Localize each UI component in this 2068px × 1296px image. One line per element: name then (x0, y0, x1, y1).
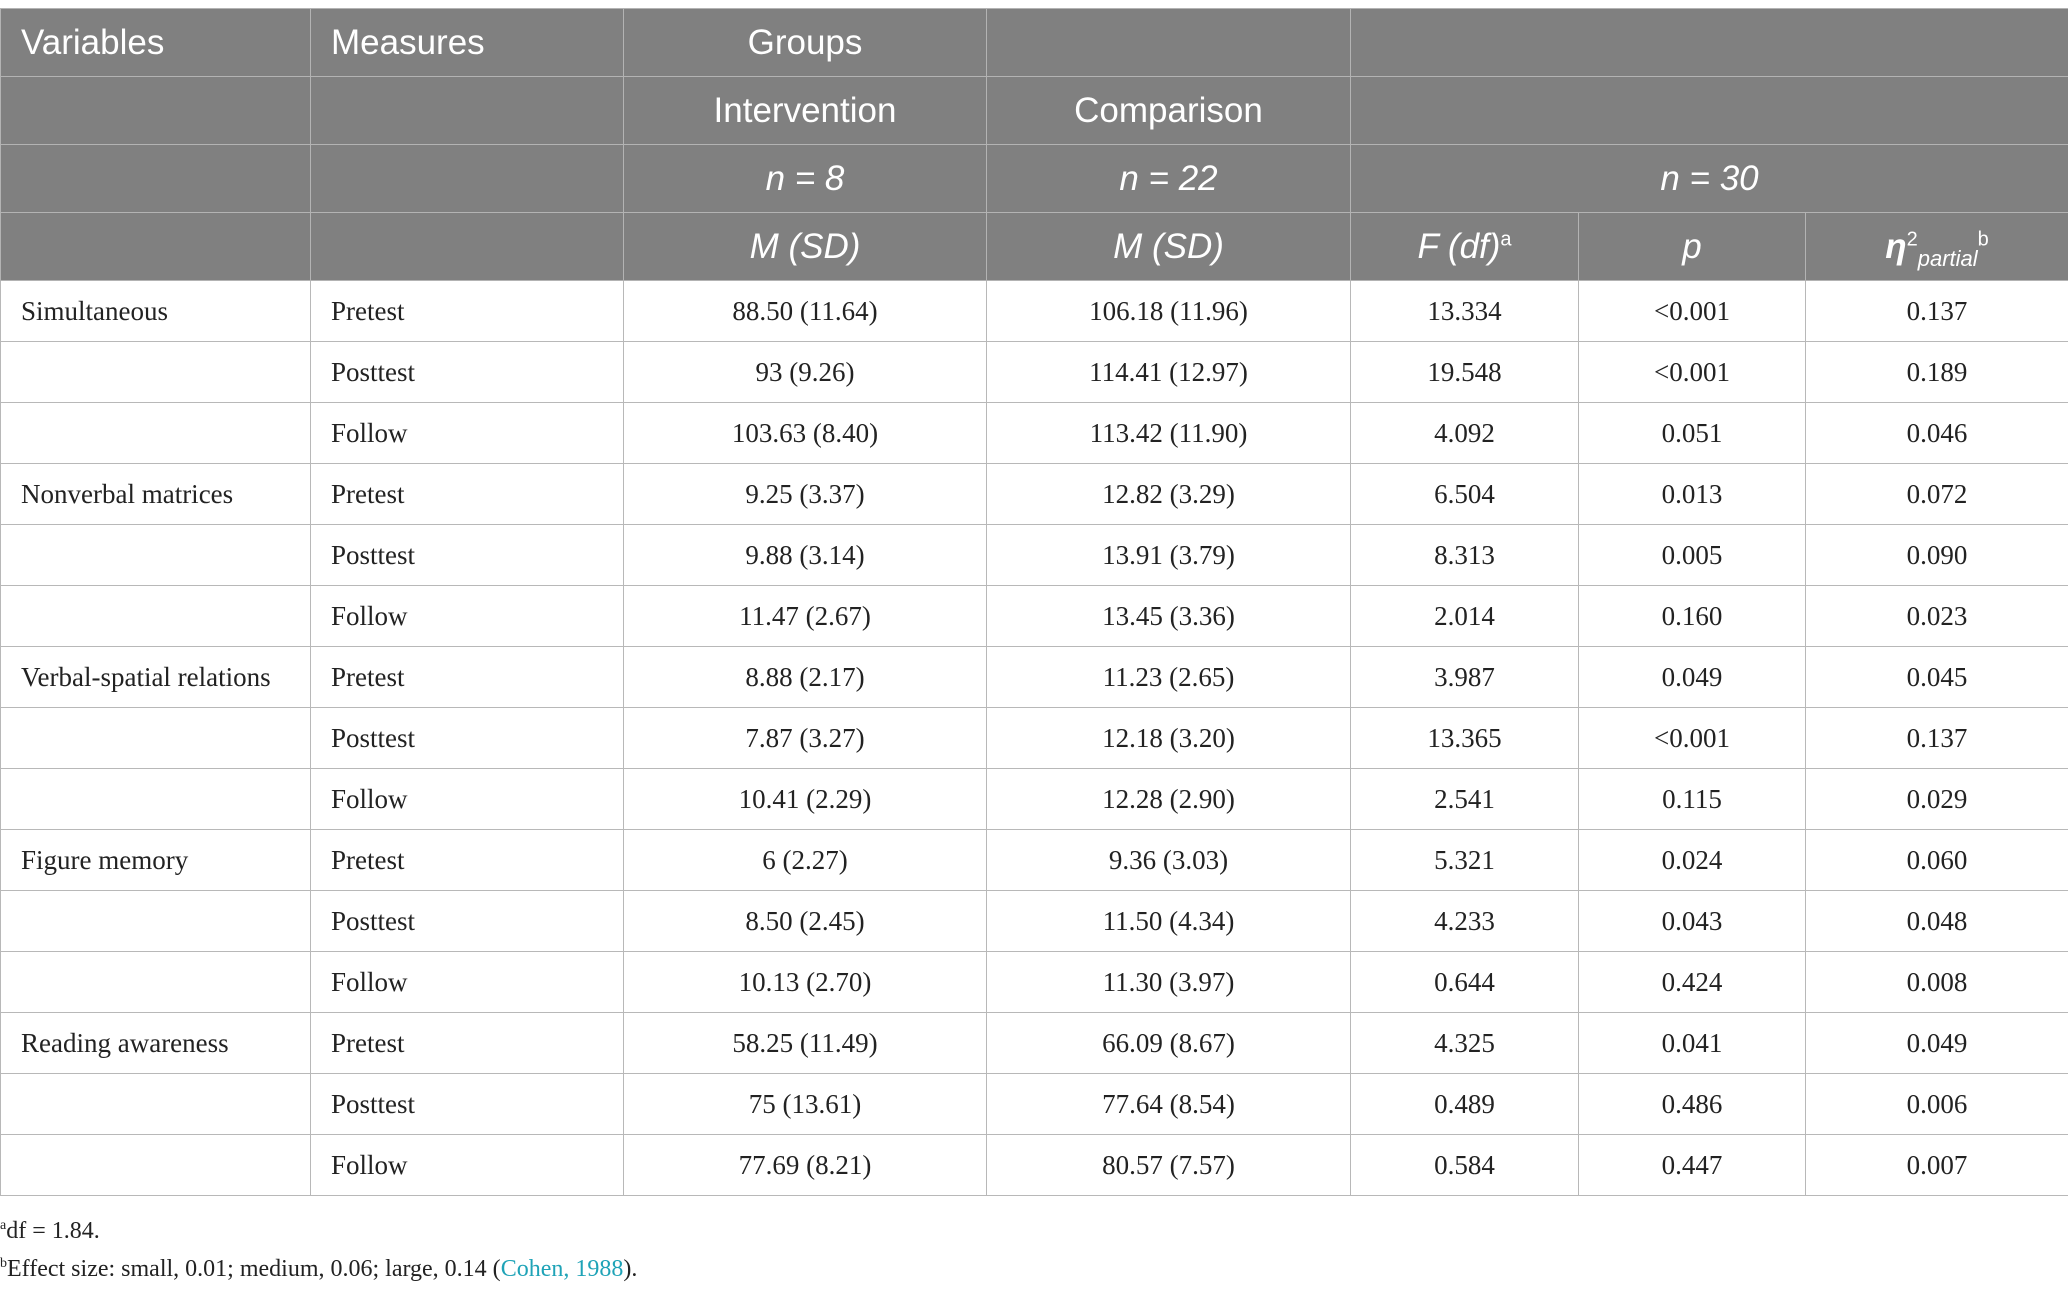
results-table (0, 8, 2068, 1196)
header-msd-comparison: M (SD) (987, 213, 1351, 281)
cell-p-value: <0.001 (1579, 342, 1806, 403)
cell-f-value: 0.644 (1351, 952, 1579, 1013)
cell-comparison-msd: 113.42 (11.90) (987, 403, 1351, 464)
cell-measure: Posttest (311, 891, 624, 952)
cell-f-value: 19.548 (1351, 342, 1579, 403)
table-row (1, 403, 2068, 464)
cell-measure: Follow (311, 586, 624, 647)
table-row (1, 525, 2068, 586)
table-row (1, 830, 2068, 891)
cell-variable (1, 891, 311, 952)
cell-eta-partial: 0.189 (1806, 342, 2068, 403)
cell-variable (1, 586, 311, 647)
cell-f-value: 0.584 (1351, 1135, 1579, 1196)
cell-p-value: 0.447 (1579, 1135, 1806, 1196)
cell-intervention-msd: 75 (13.61) (624, 1074, 987, 1135)
table-row (1, 1013, 2068, 1074)
eta-subscript: partial (1917, 245, 1978, 271)
cell-eta-partial: 0.072 (1806, 464, 2068, 525)
header-variables: Variables (1, 9, 311, 77)
eta-footnote-mark: b (1977, 227, 1989, 250)
cell-eta-partial: 0.045 (1806, 647, 2068, 708)
cell-p-value: 0.024 (1579, 830, 1806, 891)
header-comparison: Comparison (987, 77, 1351, 145)
table-body (1, 281, 2068, 1196)
cell-intervention-msd: 8.50 (2.45) (624, 891, 987, 952)
results-table-container (0, 8, 2068, 1196)
cell-variable: Simultaneous (1, 281, 311, 342)
cell-f-value: 0.489 (1351, 1074, 1579, 1135)
table-row (1, 891, 2068, 952)
table-row (1, 708, 2068, 769)
cell-eta-partial: 0.007 (1806, 1135, 2068, 1196)
cell-variable: Reading awareness (1, 1013, 311, 1074)
cell-f-value: 2.014 (1351, 586, 1579, 647)
footnote-b-mark: b (0, 1256, 7, 1271)
cell-p-value: 0.041 (1579, 1013, 1806, 1074)
header-row-1 (1, 9, 2068, 77)
cell-measure: Posttest (311, 342, 624, 403)
cell-eta-partial: 0.137 (1806, 708, 2068, 769)
header-n-intervention: n = 8 (624, 145, 987, 213)
cell-variable (1, 342, 311, 403)
cell-measure: Pretest (311, 830, 624, 891)
cell-f-value: 4.092 (1351, 403, 1579, 464)
cell-intervention-msd: 9.25 (3.37) (624, 464, 987, 525)
cell-comparison-msd: 11.23 (2.65) (987, 647, 1351, 708)
cell-f-value: 3.987 (1351, 647, 1579, 708)
cell-variable (1, 952, 311, 1013)
cell-intervention-msd: 9.88 (3.14) (624, 525, 987, 586)
header-empty-cell (1, 77, 311, 145)
cell-comparison-msd: 13.45 (3.36) (987, 586, 1351, 647)
cell-intervention-msd: 8.88 (2.17) (624, 647, 987, 708)
cell-variable (1, 769, 311, 830)
cell-p-value: 0.005 (1579, 525, 1806, 586)
table-row (1, 586, 2068, 647)
cell-intervention-msd: 7.87 (3.27) (624, 708, 987, 769)
cell-comparison-msd: 11.50 (4.34) (987, 891, 1351, 952)
cell-eta-partial: 0.023 (1806, 586, 2068, 647)
cell-f-value: 4.325 (1351, 1013, 1579, 1074)
cell-comparison-msd: 12.28 (2.90) (987, 769, 1351, 830)
cell-f-value: 2.541 (1351, 769, 1579, 830)
cell-f-value: 13.365 (1351, 708, 1579, 769)
table-row (1, 769, 2068, 830)
cell-comparison-msd: 13.91 (3.79) (987, 525, 1351, 586)
cell-intervention-msd: 10.13 (2.70) (624, 952, 987, 1013)
header-empty-cell (987, 9, 1351, 77)
table-row (1, 952, 2068, 1013)
cell-eta-partial: 0.048 (1806, 891, 2068, 952)
header-empty-cell (1, 145, 311, 213)
table-row (1, 1135, 2068, 1196)
cell-measure: Follow (311, 1135, 624, 1196)
cell-f-value: 8.313 (1351, 525, 1579, 586)
header-empty-cell (311, 77, 624, 145)
cell-measure: Pretest (311, 647, 624, 708)
header-f-df-footnote-mark: a (1500, 227, 1512, 250)
header-empty-cell (311, 145, 624, 213)
header-n-total: n = 30 (1351, 145, 2068, 213)
header-empty-cell (1351, 77, 2068, 145)
cell-measure: Posttest (311, 525, 624, 586)
cell-comparison-msd: 12.82 (3.29) (987, 464, 1351, 525)
header-intervention: Intervention (624, 77, 987, 145)
header-row-4 (1, 213, 2068, 281)
cell-p-value: 0.051 (1579, 403, 1806, 464)
cell-variable (1, 1135, 311, 1196)
header-empty-cell (1351, 9, 2068, 77)
cell-variable (1, 403, 311, 464)
cell-eta-partial: 0.137 (1806, 281, 2068, 342)
cell-p-value: 0.049 (1579, 647, 1806, 708)
footnote-a-mark: a (0, 1218, 7, 1233)
table-row (1, 1074, 2068, 1135)
cell-eta-partial: 0.008 (1806, 952, 2068, 1013)
header-p: p (1579, 213, 1806, 281)
cell-eta-partial: 0.029 (1806, 769, 2068, 830)
cell-measure: Pretest (311, 281, 624, 342)
footnote-b-end: ). (623, 1256, 638, 1282)
header-empty-cell (1, 213, 311, 281)
header-msd-intervention: M (SD) (624, 213, 987, 281)
cell-f-value: 5.321 (1351, 830, 1579, 891)
table-header (1, 9, 2068, 281)
cell-p-value: 0.115 (1579, 769, 1806, 830)
cell-eta-partial: 0.046 (1806, 403, 2068, 464)
cell-intervention-msd: 10.41 (2.29) (624, 769, 987, 830)
cell-comparison-msd: 11.30 (3.97) (987, 952, 1351, 1013)
cell-intervention-msd: 77.69 (8.21) (624, 1135, 987, 1196)
cell-eta-partial: 0.049 (1806, 1013, 2068, 1074)
cell-measure: Pretest (311, 464, 624, 525)
cell-intervention-msd: 93 (9.26) (624, 342, 987, 403)
footnote-b (0, 1250, 637, 1288)
cell-variable: Verbal-spatial relations (1, 647, 311, 708)
header-measures: Measures (311, 9, 624, 77)
eta-symbol: η (1885, 226, 1907, 266)
cell-eta-partial: 0.090 (1806, 525, 2068, 586)
footnote-b-text: Effect size: small, 0.01; medium, 0.06; large, 0.14 ( (7, 1256, 501, 1282)
header-groups: Groups (624, 9, 987, 77)
cell-f-value: 6.504 (1351, 464, 1579, 525)
cell-intervention-msd: 103.63 (8.40) (624, 403, 987, 464)
header-row-3 (1, 145, 2068, 213)
footnote-a (0, 1212, 637, 1250)
cell-measure: Posttest (311, 1074, 624, 1135)
cell-intervention-msd: 88.50 (11.64) (624, 281, 987, 342)
header-f-df (1351, 213, 1579, 281)
table-footnotes (0, 1212, 637, 1288)
cell-intervention-msd: 11.47 (2.67) (624, 586, 987, 647)
cell-comparison-msd: 12.18 (3.20) (987, 708, 1351, 769)
cell-intervention-msd: 58.25 (11.49) (624, 1013, 987, 1074)
cell-f-value: 4.233 (1351, 891, 1579, 952)
cell-comparison-msd: 9.36 (3.03) (987, 830, 1351, 891)
footnote-a-text: df = 1.84. (6, 1218, 100, 1244)
table-row (1, 464, 2068, 525)
cell-comparison-msd: 80.57 (7.57) (987, 1135, 1351, 1196)
cell-variable (1, 708, 311, 769)
citation-link-cohen-1988[interactable]: Cohen, 1988 (500, 1256, 624, 1282)
cell-eta-partial: 0.060 (1806, 830, 2068, 891)
cell-p-value: 0.013 (1579, 464, 1806, 525)
cell-measure: Pretest (311, 1013, 624, 1074)
table-row (1, 342, 2068, 403)
cell-p-value: <0.001 (1579, 281, 1806, 342)
cell-f-value: 13.334 (1351, 281, 1579, 342)
header-eta-partial (1806, 213, 2068, 281)
cell-variable: Figure memory (1, 830, 311, 891)
cell-comparison-msd: 114.41 (12.97) (987, 342, 1351, 403)
cell-comparison-msd: 106.18 (11.96) (987, 281, 1351, 342)
cell-measure: Follow (311, 952, 624, 1013)
cell-variable: Nonverbal matrices (1, 464, 311, 525)
cell-measure: Follow (311, 769, 624, 830)
header-empty-cell (311, 213, 624, 281)
header-row-2 (1, 77, 2068, 145)
cell-intervention-msd: 6 (2.27) (624, 830, 987, 891)
cell-p-value: <0.001 (1579, 708, 1806, 769)
cell-measure: Follow (311, 403, 624, 464)
cell-variable (1, 525, 311, 586)
cell-comparison-msd: 66.09 (8.67) (987, 1013, 1351, 1074)
cell-p-value: 0.160 (1579, 586, 1806, 647)
table-row (1, 647, 2068, 708)
cell-variable (1, 1074, 311, 1135)
cell-measure: Posttest (311, 708, 624, 769)
cell-p-value: 0.043 (1579, 891, 1806, 952)
eta-power: 2 (1906, 227, 1918, 250)
cell-p-value: 0.486 (1579, 1074, 1806, 1135)
header-n-comparison: n = 22 (987, 145, 1351, 213)
cell-comparison-msd: 77.64 (8.54) (987, 1074, 1351, 1135)
cell-p-value: 0.424 (1579, 952, 1806, 1013)
header-f-df-label: F (df) (1417, 226, 1501, 266)
cell-eta-partial: 0.006 (1806, 1074, 2068, 1135)
table-row (1, 281, 2068, 342)
